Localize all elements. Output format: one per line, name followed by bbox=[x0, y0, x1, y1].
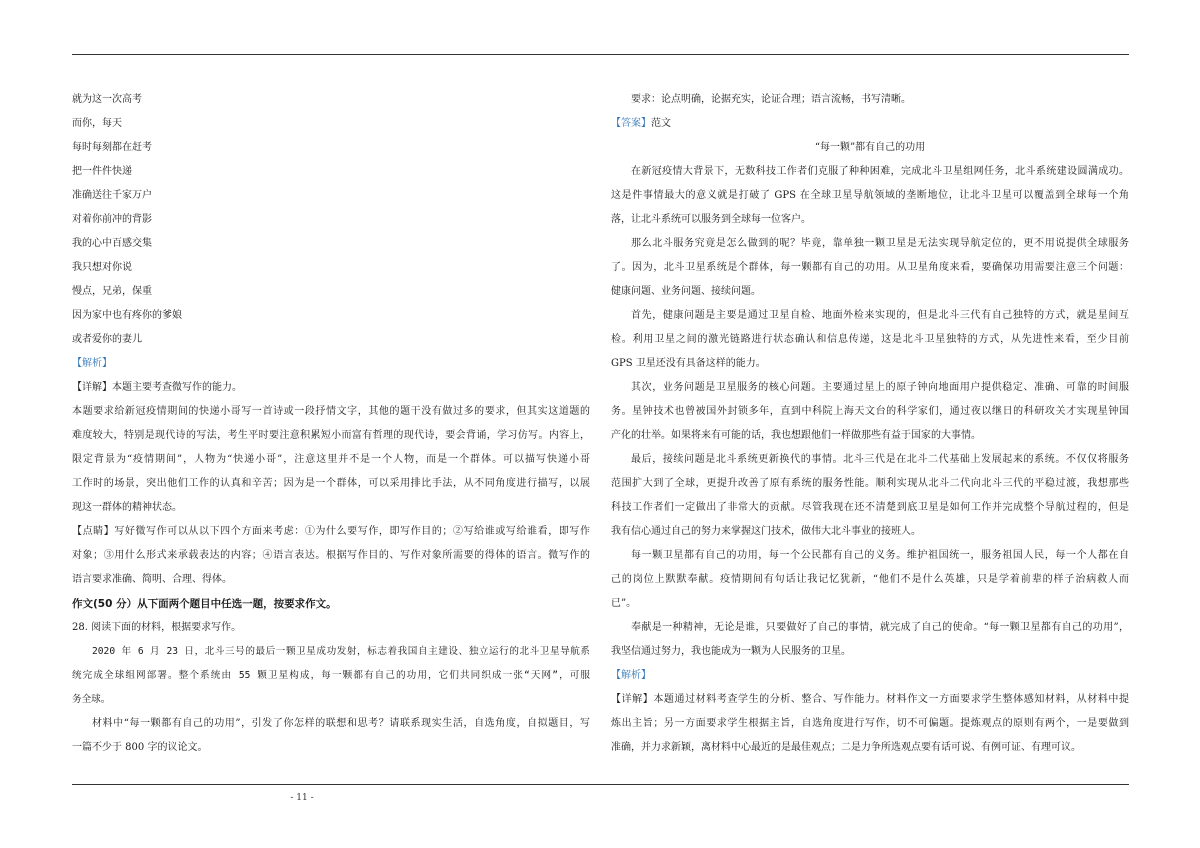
analysis-body-line: 限定背景为“疫情期间”，人物为“快递小哥”，注意这里并不是一个人物，而是一个群体。可以描写快递小哥 bbox=[72, 454, 590, 465]
poem-line: 因为家中也有疼你的爹娘 bbox=[72, 310, 182, 321]
poem-line: 准确送往千家万户 bbox=[72, 190, 152, 201]
essay-line: GPS 卫星还没有具备这样的能力。 bbox=[611, 358, 766, 369]
detail-tag: 【详解】 bbox=[611, 694, 654, 705]
answer-tag: 【答案】 bbox=[611, 118, 651, 129]
points-tag: 【点睛】 bbox=[72, 526, 115, 537]
essay-line: 务。星钟技术也曾被国外封锁多年，直到中科院上海天文台的科学家们，通过夜以继日的科研攻关才实现星钟国 bbox=[611, 406, 1129, 417]
poem-line: 对着你前冲的背影 bbox=[72, 214, 152, 225]
right-column bbox=[611, 88, 1129, 760]
detail-line bbox=[611, 688, 1129, 712]
detail-line bbox=[72, 376, 590, 400]
detail-line: 炼出主旨；另一方面要求学生根据主旨，自选角度进行写作，切不可偏题。提炼观点的原则有两个，一是要做到 bbox=[611, 718, 1129, 729]
material-line: 务全球。 bbox=[72, 694, 111, 705]
answer-line bbox=[611, 112, 1129, 136]
analysis-body-line: 本题要求给新冠疫情期间的快递小哥写一首诗或一段抒情文字，其他的题干没有做过多的要求，但其实这道题的 bbox=[72, 406, 590, 417]
header-rule bbox=[72, 54, 1129, 55]
points-line: 语言要求准确、简明、合理、得体。 bbox=[72, 574, 232, 585]
detail-text: 本题通过材料考查学生的分析、整合、写作能力。材料作文一方面要求学生整体感知材料，从材料中提 bbox=[653, 694, 1129, 705]
analysis-body-line: 工作时的场景，突出他们工作的认真和辛苦；因为是一个群体，可以采用排比手法，从不同角度进行描写，以展 bbox=[72, 478, 590, 489]
points-text: 写好微写作可以从以下四个方面来考虑：①为什么要写作，即写作目的；②写给谁或写给谁看，即写作 bbox=[114, 526, 590, 537]
page-number: - 11 - bbox=[290, 793, 314, 803]
essay-line: 我坚信通过努力，我也能成为一颗为人民服务的卫星。 bbox=[611, 646, 851, 657]
analysis-line bbox=[611, 664, 1129, 688]
detail-line: 准确，并力求新颖，离材料中心最近的是最佳观点；二是力争所选观点要有话可说、有例可证、有理可议。 bbox=[611, 742, 1081, 753]
analysis-tag: 【解析】 bbox=[611, 670, 651, 681]
question-intro: 28. 阅读下面的材料，根据要求写作。 bbox=[72, 622, 242, 633]
essay-line: 那么北斗服务究竟是怎么做到的呢？毕竟，靠单独一颗卫星是无法实现导航定位的，更不用说提供全球服务 bbox=[631, 238, 1129, 249]
answer-text: 范文 bbox=[651, 118, 671, 129]
essay-line: 其次，业务问题是卫星服务的核心问题。主要通过星上的原子钟向地面用户提供稳定、准确、可靠的时间服 bbox=[631, 382, 1129, 393]
essay-line: 科技工作者们一定做出了非常大的贡献。尽管我现在还不清楚到底卫星是如何工作并完成整个导航过程的，但是 bbox=[611, 502, 1129, 513]
essay-line: 产化的壮举。如果将来有可能的话，我也想跟他们一样做那些有益于国家的大事情。 bbox=[611, 430, 981, 441]
essay-title: “每一颗”都有自己的功用 bbox=[814, 142, 926, 153]
points-line bbox=[72, 520, 590, 544]
points-line: 对象；③用什么形式来承载表达的内容；④语言表达。根据写作目的、写作对象所需要的得体的语言。微写作的 bbox=[72, 550, 590, 561]
material-line: 2020 年 6 月 23 日，北斗三号的最后一颗卫星成功发射，标志着我国自主建设、独立运行的北斗卫星导航系 bbox=[92, 646, 590, 657]
essay-line: 落，让北斗系统可以服务到全球每一位客户。 bbox=[611, 214, 811, 225]
analysis-line bbox=[72, 352, 590, 376]
poem-line: 就为这一次高考 bbox=[72, 94, 142, 105]
left-column bbox=[72, 88, 590, 760]
analysis-body-line: 现这一群体的精神状态。 bbox=[72, 502, 182, 513]
essay-line: 健康问题、业务问题、接续问题。 bbox=[611, 286, 761, 297]
poem-line: 把一件件快递 bbox=[72, 166, 132, 177]
poem-line: 我只想对你说 bbox=[72, 262, 132, 273]
essay-line: 已”。 bbox=[611, 598, 637, 609]
poem-line: 每时每刻都在赶考 bbox=[72, 142, 152, 153]
essay-section-heading: 作文(50 分）从下面两个题目中任选一题，按要求作文。 bbox=[72, 598, 337, 610]
poem-line: 慢点，兄弟，保重 bbox=[72, 286, 152, 297]
essay-line: 每一颗卫星都有自己的功用，每一个公民都有自己的义务。维护祖国统一，服务祖国人民，每一个人都在自 bbox=[631, 550, 1129, 561]
essay-line: 我有信心通过自己的努力来掌握这门技术，做伟大北斗事业的接班人。 bbox=[611, 526, 921, 537]
detail-tag: 【详解】 bbox=[72, 382, 112, 393]
essay-line: 这是件事情最大的意义就是打破了 GPS 在全球卫星导航领域的垄断地位，让北斗卫星可以覆盖到全球每一个角 bbox=[611, 190, 1129, 201]
detail-text: 本题主要考查微写作的能力。 bbox=[112, 382, 242, 393]
material-line: 统完成全球组网部署。整个系统由 55 颗卫星构成，每一颗都有自己的功用，它们共同织成一张“天网”，可服 bbox=[72, 670, 590, 681]
prompt-line: 一篇不少于 800 字的议论文。 bbox=[72, 742, 208, 753]
essay-line: 范围扩大到了全球，更提升改善了原有系统的服务性能。顺利实现从北斗二代向北斗三代的平稳过渡，我想那些 bbox=[611, 478, 1129, 489]
poem-line: 而你，每天 bbox=[72, 118, 122, 129]
prompt-line: 材料中“每一颗都有自己的功用”，引发了你怎样的联想和思考？请联系现实生活，自选角度，自拟题目，写 bbox=[92, 718, 590, 729]
essay-line: 己的岗位上默默奉献。疫情期间有句话让我记忆犹新，“他们不是什么英雄，只是学着前辈的样子治病救人而 bbox=[611, 574, 1129, 585]
essay-line: 首先，健康问题是主要是通过卫星自检、地面外检来实现的，但是北斗三代有自己独特的方式，就是星间互 bbox=[631, 310, 1129, 321]
analysis-body-line: 难度较大，特别是现代诗的写法，考生平时要注意积累短小而富有哲理的现代诗，要会背诵，学习仿写。内容上， bbox=[72, 430, 590, 441]
essay-line: 检。利用卫星之间的激光链路进行状态确认和信息传递，这是北斗卫星独特的方式，从先进性来看，至少目前 bbox=[611, 334, 1129, 345]
poem-line: 或者爱你的妻儿 bbox=[72, 334, 142, 345]
essay-line: 奉献是一种精神，无论是谁，只要做好了自己的事情，就完成了自己的使命。“每一颗卫星都有自己的功用”， bbox=[631, 622, 1129, 633]
requirement-line: 要求：论点明确，论据充实，论证合理；语言流畅，书写清晰。 bbox=[631, 94, 911, 105]
essay-line: 了。因为，北斗卫星系统是个群体，每一颗都有自己的功用。从卫星角度来看，要确保功用需要注意三个问题： bbox=[611, 262, 1129, 273]
footer-rule bbox=[72, 784, 1129, 785]
essay-line: 最后，接续问题是北斗系统更新换代的事情。北斗三代是在北斗二代基础上发展起来的系统。不仅仅将服务 bbox=[631, 454, 1129, 465]
poem-line: 我的心中百感交集 bbox=[72, 238, 152, 249]
analysis-tag: 【解析】 bbox=[72, 358, 112, 369]
essay-line: 在新冠疫情大背景下，无数科技工作者们克服了种种困难，完成北斗卫星组网任务，北斗系统建设圆满成功。 bbox=[631, 166, 1129, 177]
